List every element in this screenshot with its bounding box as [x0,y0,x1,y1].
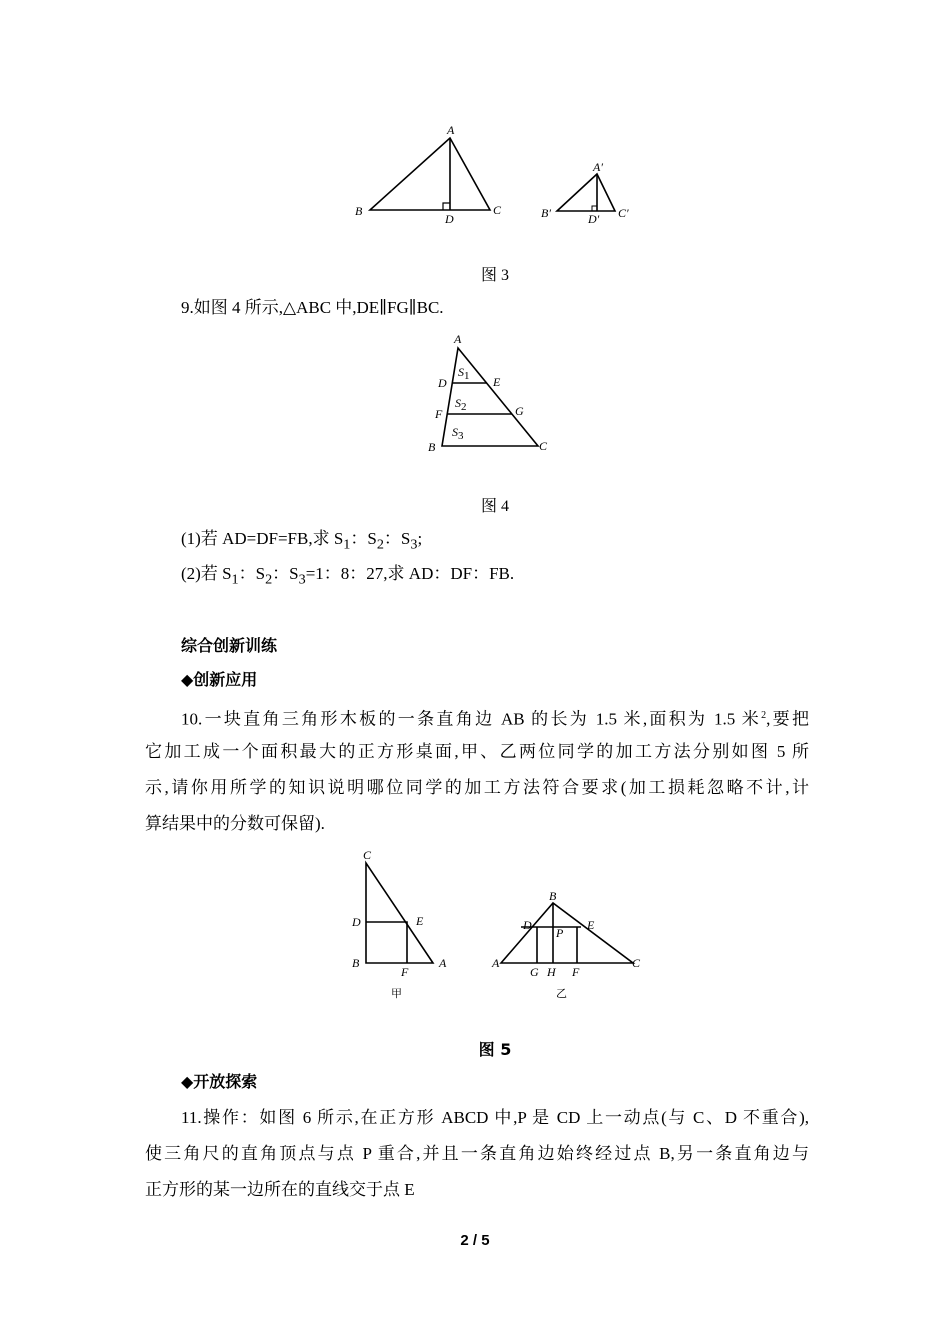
question-9-part-2: (2)若 $S_1$：$S_2$：$S_3=1$：8：27,求 AD：DF：FB. [181,564,515,588]
section-title: 综合创新训练 [181,636,278,655]
label-g: G [515,404,524,418]
label-b: B [355,204,363,218]
subsection-innovation: ◆创新应用 [181,670,258,689]
label-b-jia: B [352,956,360,970]
label-name-jia: 甲 [391,988,402,1000]
question-11-line-3: 正方形的某一边所在的直线交于点 E [145,1180,415,1199]
label-a: A [454,332,462,346]
figure-4 [420,330,570,455]
question-10-line-4: 算结果中的分数可保留). [145,814,325,833]
label-d-jia: D [352,915,361,929]
label-a: A [447,123,455,137]
label-a-yi: A [492,956,500,970]
figure-3-caption: 图 3 [480,267,509,284]
label-d-prime: D′ [588,212,600,226]
question-11-line-2: 使三角尺的直角顶点与点 P 重合,并且一条直角边始终经过点 B,另一条直角边与 [145,1144,809,1163]
label-c: C [539,439,548,453]
label-h-yi: H [547,965,556,979]
label-name-yi: 乙 [556,988,567,1000]
figure-5-caption: 图 5 [478,1040,512,1059]
label-f: F [435,407,443,421]
label-d: D [438,376,447,390]
question-10-line-2: 它加工成一个面积最大的正方形桌面,甲、乙两位同学的加工方法分别如图 5 所 [145,742,809,761]
label-c-prime: C′ [618,206,629,220]
subsection-open-exploration: ◆开放探索 [181,1072,258,1091]
label-b: B [428,440,436,454]
label-e-jia: E [416,914,424,928]
label-c: C [493,203,502,217]
question-9-text: 9.如图 4 所示,△ABC 中,DE∥FG∥BC. [181,298,444,317]
label-a-prime: A′ [593,160,603,174]
triangle-jia [366,863,433,963]
figure-5 [345,845,645,1005]
label-d: D [445,212,454,226]
triangle-abc [370,138,490,210]
question-10-line-1: 10.一块直角三角形木板的一条直角边 AB 的长为 1.5 米,面积为 1.5 米$^2$,要把 [181,709,810,729]
label-e-yi: E [587,918,595,932]
label-c-yi: C [632,956,641,970]
label-b-yi: B [549,889,557,903]
label-s2: S2 [455,396,467,413]
label-a-jia: A [439,956,447,970]
question-9-part-1: (1)若 AD=DF=FB,求 $S_1$：$S_2$：$S_3$; [181,529,423,553]
square-jia [366,922,407,963]
triangle-yi [501,903,633,963]
question-10-line-3: 示,请你用所学的知识说明哪位同学的加工方法符合要求(加工损耗忽略不计,计 [145,778,809,797]
label-p-yi: P [556,926,564,940]
label-s3: S3 [452,425,464,442]
label-d-yi: D [523,918,532,932]
label-e: E [493,375,501,389]
label-c-jia: C [363,848,372,862]
label-s1: S1 [458,365,470,382]
triangle-abc-prime [557,174,615,211]
page-number: 2 / 5 [460,1232,490,1249]
label-g-yi: G [530,965,539,979]
question-11-line-1: 11.操作：如图 6 所示,在正方形 ABCD 中,P 是 CD 上一动点(与 C、D 不重合), [181,1108,809,1127]
right-angle-mark [443,203,450,210]
figure-4-caption: 图 4 [480,498,509,515]
label-f-yi: F [572,965,580,979]
label-b-prime: B′ [541,206,551,220]
label-f-jia: F [401,965,409,979]
figure-3 [350,122,640,232]
